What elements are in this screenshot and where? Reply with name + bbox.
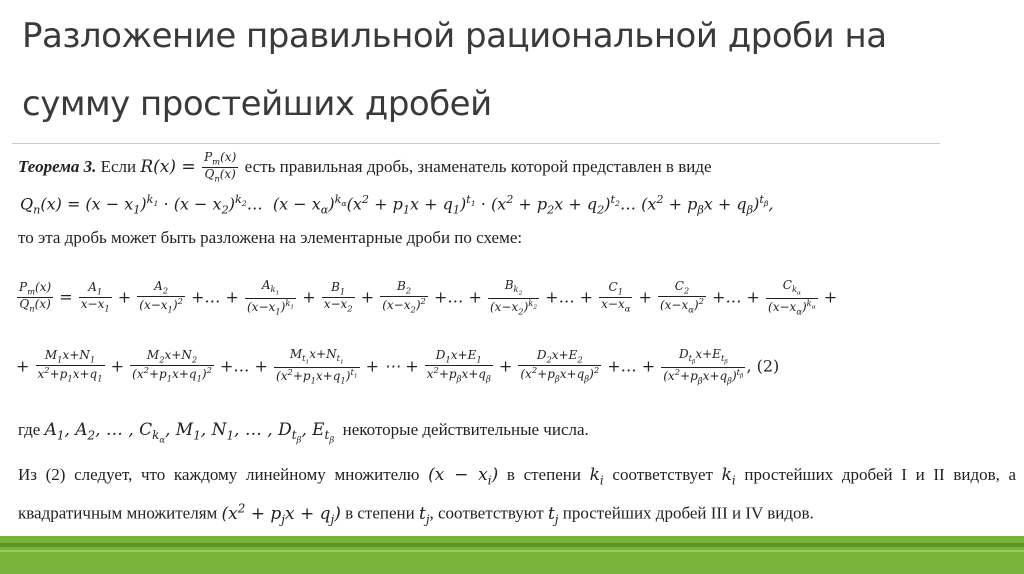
where-suffix: некоторые действительные числа. xyxy=(342,420,589,439)
where-prefix: где xyxy=(18,420,41,439)
qn-formula: $Q_n(x) = (x - x_1)^{k_1} \cdot (x$ − $x_2)^{k_2}\dots$ $(x - x_\alpha)^{k_\alpha}(x^2 + p_1x + q_1)^{t_1} \cdot (x^2 + p_2x$ + $q_2)^{t_2}\dots$ $(x^2 + p_\beta x + q_\beta)^{t_\beta}$, xyxy=(20,193,774,217)
footer-band xyxy=(0,536,1024,574)
conclusion-paragraph: Из (2) следует, что каждому линейному множителю $(x - x_i)$ в степени $k_i$ соответствует $k_i$ простейших дробей I и II видов, а квадратичным множителям $(x^2 + p_jx + q_j)$ в степени $t_j$, соответствуют $t_j$ простейших дробей III и IV видов. xyxy=(18,465,1017,527)
decomposition-row-2: + $\frac{M_1x+N_1}{x^2+p_1x+q_1}$ + $\frac{M_2x+N_2}{(x^2+p_1x+q_1)^2}$ +… + $\frac{M_{t_1}x+N_{t_1}}{(x^2+p_1x+q_1)^{t_1}}$ + ⋯ + $\frac{D_1x+E_1}{x^2+p_\beta x+q_\beta}$ + $\frac{D_2x+E_2}{(x^2+p_\beta x+q_\beta)^2}$ +… + $\frac{D_{t_\beta}x+E_{t_\beta}}{(x^2+p_\beta x+q_\beta)^{t_\beta}}$ , (2) xyxy=(16,347,780,386)
title-divider xyxy=(12,143,940,144)
slide-title: Разложение правильной рациональной дроби на сумму простейших дробей xyxy=(22,16,887,124)
theorem-line xyxy=(18,151,712,184)
theorem-if: Если xyxy=(100,157,137,177)
para-part-2: в степени xyxy=(506,465,581,484)
theorem-rest: есть правильная дробь, знаменатель которой представлен в виде xyxy=(244,157,712,177)
para-part-6: , соответствуют xyxy=(429,504,544,524)
footer-band-stripe xyxy=(0,543,1024,547)
para-part-5: в степени xyxy=(345,504,415,524)
theorem-label: Теорема 3. xyxy=(18,157,97,177)
decomposition-row-1: $\frac{P_m(x)}{Q_n(x)}$ = $\frac{A_1}{x-x_1}$ + $\frac{A_2}{(x-x_1)^2}$ +… + $\frac{A_{k_1}}{(x-x_1)^{k_1}}$ + $\frac{B_1}{x-x_2}$ + $\frac{B_2}{(x-x_2)^2}$ +… + $\frac{B_{k_2}}{(x-x_2)^{k_2}}$ +… + $\frac{C_1}{x-x_\alpha}$ + $\frac{C_2}{(x-x_\alpha)^2}$ +… + $\frac{C_{k_\alpha}}{(x-x_\alpha)^{k_\alpha}}$ + xyxy=(19,278,838,317)
para-part-4: простейших дробей I и II видов, а квадратичным множителям xyxy=(18,465,1017,524)
where-line: где $A_1$, $A_2$, … , $C_{k_\alpha}$, $M_1$, $N_1$, … , $D_{t_\beta}$, $E_{t_\beta}$ некоторые действительные числа. xyxy=(18,420,589,445)
r-of-x: R(x) = $\frac{P_m(x)}{Q_n(x)}$ xyxy=(140,150,237,184)
para-part-3: соответствует xyxy=(612,465,713,484)
equation-number: , (2) xyxy=(746,356,780,376)
para-part-1: Из (2) следует, что каждому линейному множителю xyxy=(18,465,420,484)
then-text: то эта дробь может быть разложена на элементарные дроби по схеме: xyxy=(18,228,523,247)
para-part-7: простейших дробей III и IV видов. xyxy=(562,504,814,524)
footer-band-highlight xyxy=(0,550,1024,552)
